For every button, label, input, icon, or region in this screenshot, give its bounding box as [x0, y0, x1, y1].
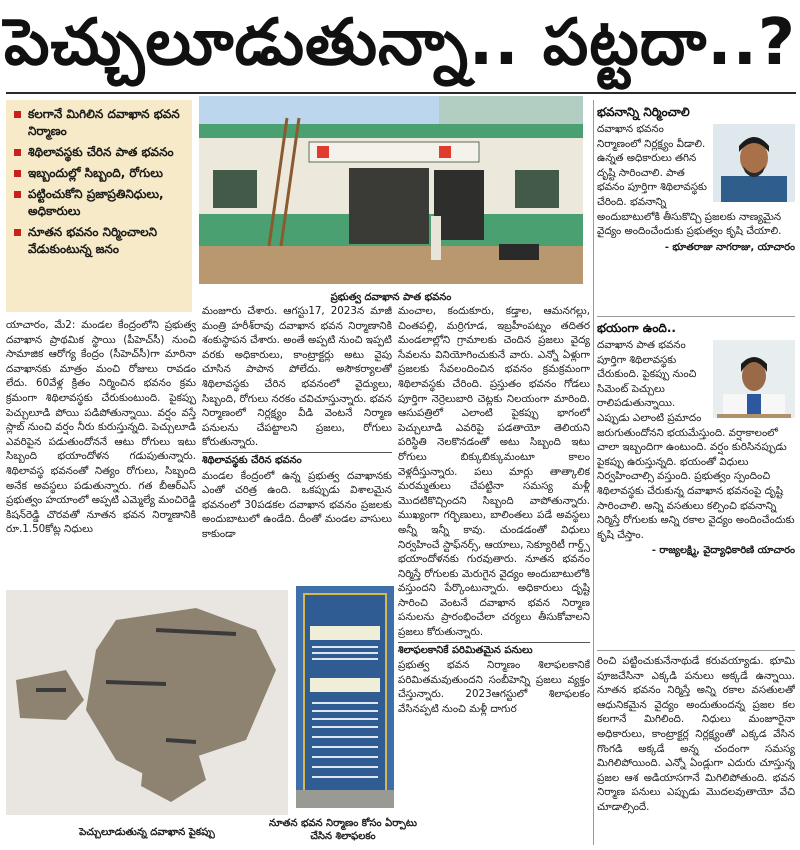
quote-1-title: భవనాన్ని నిర్మించాలి — [597, 105, 690, 119]
col2-subheading: శిథిలావస్థకు చేరిన భవనం — [202, 452, 392, 469]
plaque-photo — [296, 586, 394, 808]
plaque-caption-line-2: చేసిన శిలాఫలకం — [310, 831, 376, 842]
col2-para-2: మండల కేంద్రంలో ఉన్న ప్రభుత్వ దవాఖానకు ఎంతో చరిత్ర ఉంది. ఒకప్పుడు విశాలమైన భవనంలో 30పడకల దవాఖాన భవనం ప్రజలకు అందుబాటులో ఉండేది. దీంతో మండల వాసులు కాకుండా — [202, 469, 392, 540]
doctor-portrait-image — [713, 340, 795, 418]
quote-1-byline: - భూతరాజు నాగరాజు, యాచారం — [664, 241, 795, 253]
hospital-photo — [199, 96, 583, 284]
col4-divider — [597, 650, 795, 651]
article-col-2 — [202, 304, 392, 588]
quote-2-byline: - రాజ్యలక్ష్మి, వైద్యాధికారిణి యాచారం — [651, 545, 795, 557]
col3-para-2: ప్రభుత్వ భవన నిర్మాణం శిలాఫలకానికే పరిమితమవుతుందని సంబీహెన్ని ప్రజలు వ్యక్తం చేస్తున్నారు. 2023ఆగస్టులో శిలాఫలకం వేసినప్పటి నుంచి మళ్లీ దాగుర — [398, 659, 590, 716]
bullet-square-icon — [14, 111, 21, 118]
highlight-item — [12, 165, 186, 182]
quote-divider — [597, 316, 795, 317]
article-col-3 — [398, 304, 590, 844]
ceiling-photo — [6, 590, 288, 815]
highlight-text: కలగానే మిగిలిన దవాఖాన భవన నిర్మాణం — [28, 107, 180, 138]
foundation-plaque-image — [296, 586, 394, 808]
bullet-square-icon — [14, 149, 21, 156]
plaque-caption — [268, 817, 418, 843]
col3-para-1: మంచాల, కందుకూరు, కడ్తాల, ఆమనగల్లు, చింతపల్లి, మర్రిగూడ, ఇబ్రహీంపట్నం తదితర మండలాల్లోని గ్రామాలకు చెందిన ప్రజలు వైద్య సేవలను వినియోగించుకునే వారు. ఎన్నో ఏళ్లుగా ప్రజలకు సేవలందించిన భవనం క్రమక్రమంగా శిథిలావస్థకు చేరింది. ప్రస్తుతం భవనం గోడలు పూర్తిగా నెర్రెలుబారి చెట్లకు నిలయంగా మారింది. ఆసుపత్రిలో ఎలాంటి పైకప్పు భాగంలో పెచ్చులూడి ఎవరిపై పడతాయో తెలియని పరిస్థితి నెలకొనడంతో అటు సిబ్బంది ఇటు రోగులు బిక్కుబిక్కుమంటూ కాలం వెళ్లదీస్తున్నారు. పలు మార్లు తాత్కాలిక మరమ్మతులు చేపట్టినా సమస్య మళ్లీ మొదటికొచ్చిందని సిబ్బంది వాపోతున్నారు. ముఖ్యంగా గర్భిణులు, బాలింతలు పడే అవస్థలు అన్నీ ఇన్నీ కావు. చుండడంతో విధులు నిర్వహించే స్టాఫ్‌నర్స్, ఆయాలు, సెక్యూరిటీ గార్డ్స్ భయాందోళనకు గురవుతారు. నూతన భవనం నిర్మిస్తే రోగులకు మెరుగైన వైద్యం అందుబాటులోకి వస్తుందని పేర్కొంటున్నారు. అధికారులు దృష్టి సారించి వెంటనే దవాఖాన భవన నిర్మాణ పనులను ప్రారంభించేలా చర్యలు తీసుకోవాలని ప్రజలు కోరుతున్నారు. — [398, 305, 590, 639]
highlight-text: ఇబ్బందుల్లో సిబ్బంది, రోగులు — [28, 166, 163, 180]
peeling-ceiling-image — [6, 590, 288, 815]
highlight-item — [12, 224, 186, 258]
bullet-square-icon — [14, 191, 21, 198]
column-rule — [593, 100, 594, 845]
highlight-item — [12, 186, 186, 220]
highlight-text: శిథిలావస్థకు చేరిన పాత భవనం — [28, 145, 174, 159]
quote-box-2 — [597, 320, 795, 648]
quote-1-text: దవాఖాన భవనం నిర్మాణంలో నిర్లక్ష్యం వీడాలి. ఉన్నత అధికారులు తగిన దృష్టి సారించాలి. పాత భవనం పూర్తిగా శిథిలావస్థకు చేరింది. భవనాన్ని అందుబాటులోకి తీసుకొచ్చి ప్రజలకు నాణ్యమైన వైద్యం అందించేందుకు ప్రభుత్వం కృషి చేయాలి. — [597, 123, 782, 238]
article-col-1: యాచారం, మే2: మండల కేంద్రంలోని ప్రభుత్వ దవాఖాన ప్రాథమిక స్థాయి (పీహెచ్‌సీ) నుంచి సామాజిక ఆరోగ్య కేంద్రం (సీహెచ్‌సీ)గా మారినా దవాఖానకు మాత్రం మంచి రోజులు రావడం లేదు. 60వేళ్ల క్రితం నిర్మించిన భవనం క్రమ క్రమంగా శిథిలావస్థకు చేరుకుంటుంది. పైకప్పు పెచ్చులూడి పోయి పడిపోతున్నాయి. వర్షం వస్తే స్లాబ్ నుంచి వర్షం నీరు కురుస్తున్నది. పెచ్చులూడి ఎవరిపైన పడుతుందోననే ఆటు రోగులు ఇటు సిబ్బంది భయాందోళన గడుపుతున్నారు. శిథిలావస్థ భవనంతో నిత్యం రోగులు, సిబ్బంది అనేక అవస్థలు పడుతున్నారు. గత బీఆర్‌ఎస్ ప్రభుత్వం హయాంలో అప్పటి ఎమ్మెల్యే మంచిరెడ్డి కిషన్‌రెడ్డి చొరవతో నూతన భవన నిర్మాణానికి రూ.1.50కోట్ల నిధులు — [6, 319, 196, 536]
article-col-4-bottom: రించి పట్టించుకునేనాథుడే కరువయ్యాడు. భూమి పూజచేసినా ఎక్కడి పనులు అక్కడే ఉన్నాయి. నూతన భవనం నిర్మిస్తే అన్ని రకాల వసతులతో ఆధునికమైన వైద్యం అందుతుందన్న ప్రజల కల కలగానే మిగిలింది. నిధులు మంజూరైనా అధికారులు, కాంట్రాక్టర్ల నిర్లక్ష్యంతో ఎక్కడ వేసిన గొంగడి అక్కడే అన్న చందంగా సమస్య మిగిలిపోయింది. ఎన్నో ఏండ్లుగా ఎదురు చూస్తున్న ప్రజల ఆశ అడియాసగానే మిగిలిపోతుంది. భవన నిర్మాణ పనులు ఎప్పుడు మొదలవుతాయో వేచి చూడాల్సిందే. — [597, 655, 795, 813]
col3-subheading: శిలాఫలకానికే పరిమితమైన పనులు — [398, 642, 590, 659]
man-portrait-image — [713, 124, 795, 202]
quote-box-1 — [597, 104, 795, 314]
bullet-square-icon — [14, 170, 21, 177]
highlight-text: నూతన భవనం నిర్మించాలని వేడుకుంటున్న జనం — [28, 225, 158, 256]
headline: పెచ్చులూడుతున్నా.. పట్టదా..? — [3, 6, 797, 80]
plaque-caption-line-1: నూతన భవన నిర్మాణం కోసం ఏర్పాటు — [268, 818, 418, 829]
hospital-building-image — [199, 96, 583, 284]
ceiling-photo-caption: పెచ్చులూడుతున్న దవాఖాన పైకప్పు — [79, 827, 215, 838]
bullet-square-icon — [14, 229, 21, 236]
highlight-item — [12, 106, 186, 140]
portrait-doctor — [713, 340, 795, 418]
headline-divider — [6, 92, 796, 94]
quote-2-title: భయంగా ఉంది.. — [597, 321, 676, 335]
quote-2-text: దవాఖాన పాత భవనం పూర్తిగా శిథిలావస్థకు చేరుకుంది. పైకప్పు నుంచి సిమెంట్ పెచ్చులు రాలిపడుతున్నాయి. ఎప్పుడు ఎలాంటి ప్రమాదం జరుగుతుందోనని భయమేస్తుంది. వర్షాకాలంలో చాలా ఇబ్బందిగా ఉంటుంది. వర్షం కురిసినప్పుడు పైకప్పు ఉరుస్తున్నది. భయంతో విధులు నిర్వహించాల్సి వస్తుంది. ప్రభుత్వం స్పందించి శిథిలావస్థకు చేరుకున్న దవాఖాన భవనంపై దృష్టి సారించాలి. అన్ని వసతులు కల్పించి భవనాన్ని నిర్మిస్తే రోగులకు అన్ని రకాల వైద్యం అందించేందుకు కృషి చేస్తాం. — [597, 339, 795, 541]
highlights-list — [12, 106, 186, 258]
highlights-box — [6, 100, 192, 312]
col2-para-1: మంజూరు చేశారు. ఆగస్టు17, 2023న మాజీ మంత్రి హరీశ్‌రావు దవాఖాన భవన నిర్మాణానికి శంకుస్థాపన చేశారు. అంతే అప్పటి నుంచి ఇప్పటి వరకు అధికారులు, కాంట్రాక్టర్లు అటు వైపు చూసిన పాపాన పోలేదు. అసౌకర్యాలతో శిథిలావస్థకు చేరిన భవనంలో వైద్యులు, సిబ్బంది, రోగులు నరకం చవిచూస్తున్నారు. భవన నిర్మాణంలో నిర్లక్ష్యం వీడి వెంటనే నిర్మాణ పనులను చేపట్టాలని ప్రజలు, రోగులు కోరుతున్నారు. — [202, 305, 392, 449]
highlight-text: పట్టించుకోని ప్రజాప్రతినిధులు, అధికారులు — [28, 187, 164, 218]
hospital-photo-caption: ప్రభుత్వ దవాఖాన పాత భవనం — [330, 292, 452, 303]
highlight-item — [12, 144, 186, 161]
portrait-man — [713, 124, 795, 202]
